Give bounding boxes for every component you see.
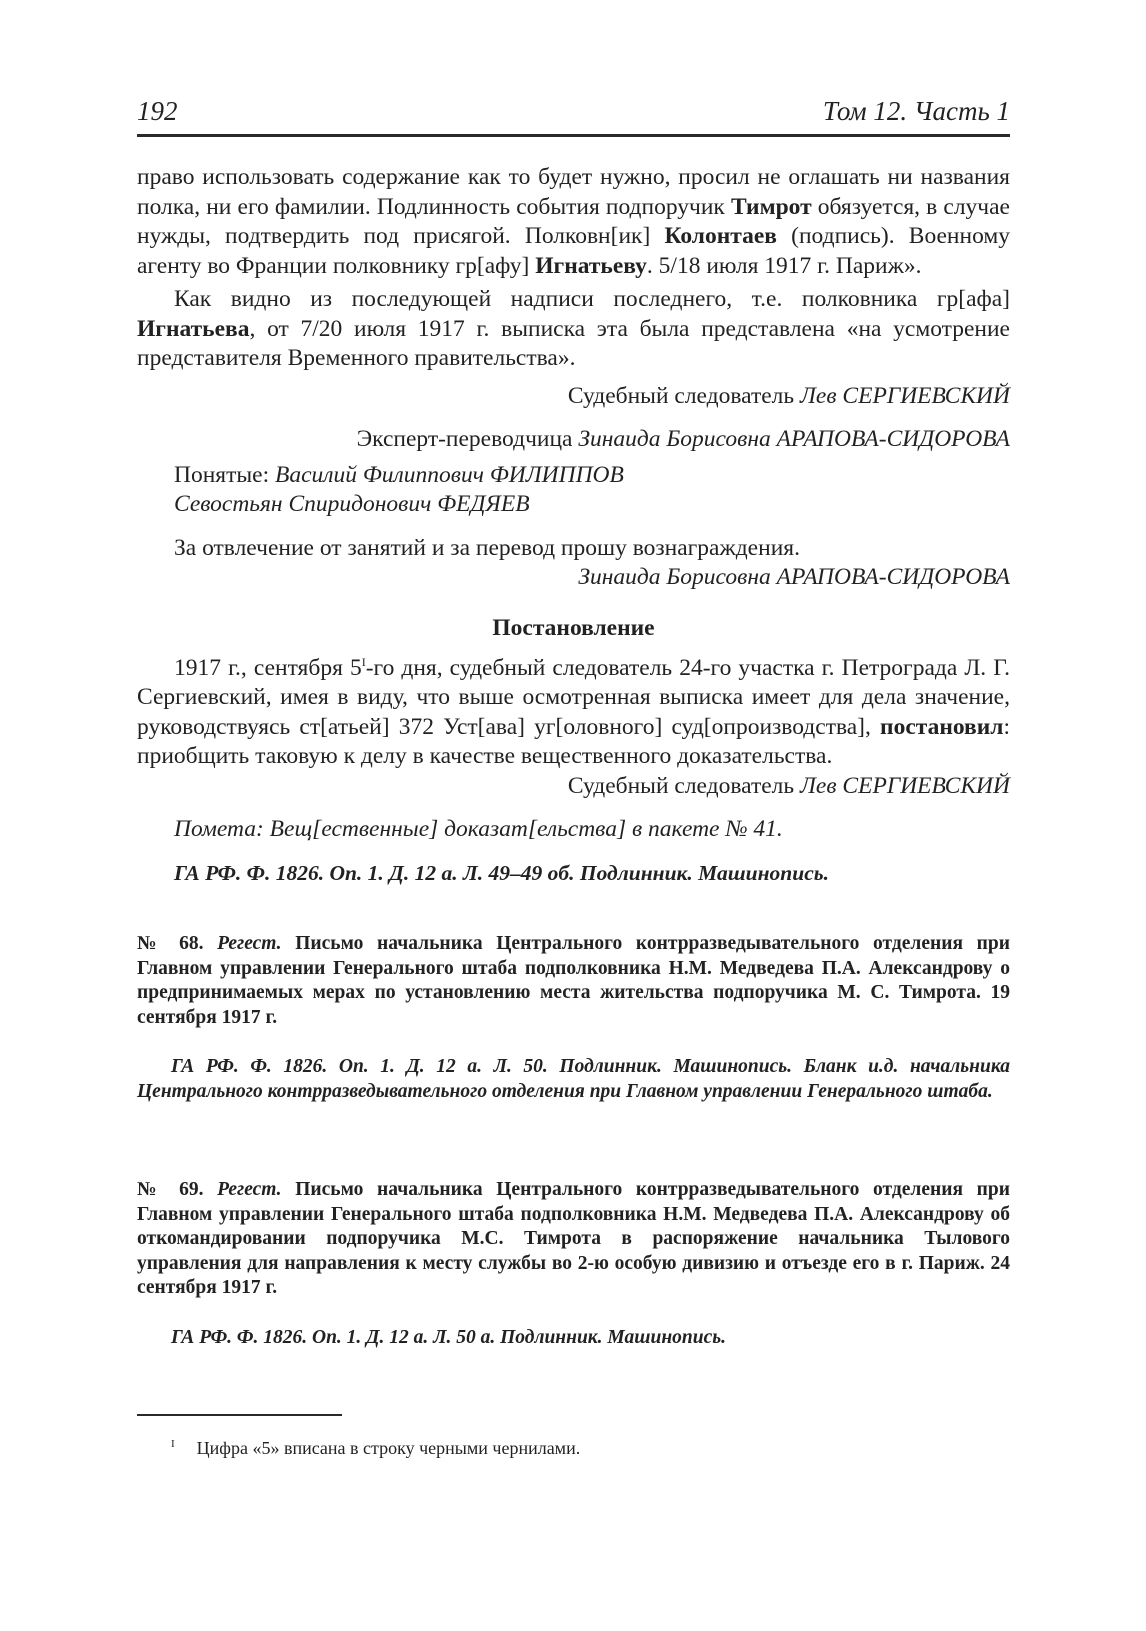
- document-number: № 69.: [137, 1179, 218, 1200]
- text-run: : приобщить таковую к делу в качестве вещественного доказательства.: [137, 713, 1010, 769]
- bold-verb: постановил: [880, 713, 1004, 740]
- evidence-note: Помета: Вещ[ественные] доказат[ельства] в пакете № 41.: [174, 816, 783, 842]
- reward-request: За отвлечение от занятий и за перевод прошу вознаграждения.: [174, 534, 800, 561]
- signature-investigator: [137, 382, 1010, 412]
- text-run: обязуется, в случае нужды, подтвердить под присягой. Полковн[ик]: [137, 193, 1010, 249]
- signature-role: Судебный следователь: [567, 772, 801, 799]
- signature-translator: [137, 425, 1010, 455]
- regest-label: Регест.: [217, 933, 282, 954]
- regest-69: [137, 1178, 1010, 1301]
- text-run: Как видно из последующей надписи последнего, т.е. полковника гр[афа]: [174, 286, 1010, 312]
- signature-name: Лев СЕРГИЕВСКИЙ: [800, 382, 1010, 409]
- signature-name: Зинаида Борисовна АРАПОВА-СИДОРОВА: [578, 426, 1010, 452]
- regest-text: Письмо начальника Центрального контрразведывательного отделения при Главном управлении Генерального штаба подполковника Н.М. Медведева П.А. Александрову об откомандировании подпоручика М.С. Тимрота в распоряжение начальника Тылового управления для направления к месту службы во 2-ю особую дивизию и отъезде его в г. Париж. 24 сентября 1917 г.: [137, 1179, 1010, 1298]
- text-run: -го дня, судебный следователь 24-го участка г. Петрограда Л. Г. Сергиевский, имея в виду, что выше осмотренная выписка имеет для дела значение, руководствуясь ст[атьей] 372 Уст[ава] уг[оловного] суд[опроизводства],: [137, 654, 1011, 740]
- signature-name: Лев СЕРГИЕВСКИЙ: [800, 772, 1010, 799]
- signature-translator-2: Зинаида Борисовна АРАПОВА-СИДОРОВА: [578, 564, 1010, 590]
- footnote-rule: [137, 1414, 342, 1416]
- signature-role: Эксперт-переводчица: [356, 426, 579, 452]
- document-number: № 68.: [137, 933, 218, 954]
- text-run: (подпись). Военному агенту во Франции полковнику гр[афу]: [137, 223, 1010, 279]
- witness-name: Василий Филиппович ФИЛИППОВ: [275, 461, 624, 488]
- text-run: . 5/18 июля 1917 г. Париж».: [646, 252, 922, 279]
- witnesses: [174, 461, 1010, 520]
- bold-name: Игнатьева: [137, 315, 250, 342]
- decree-title: Постановление: [492, 614, 655, 641]
- document-69: [137, 1178, 1010, 1350]
- signature-role: Судебный следователь: [567, 382, 801, 409]
- paragraph-decree: [137, 648, 1010, 772]
- text-run: 1917 г., сентября 5: [174, 654, 362, 681]
- document-68: [137, 932, 1010, 1104]
- regest-label: Регест.: [217, 1179, 282, 1200]
- footnote-marker: I: [171, 1438, 175, 1450]
- paragraph-1: [137, 163, 1010, 281]
- running-title: Том 12. Часть 1: [822, 96, 1010, 126]
- regest-68: [137, 932, 1010, 1030]
- paragraph-2: [137, 285, 1010, 374]
- regest-text: Письмо начальника Центрального контрразведывательного отделения при Главном управлении Генерального штаба подполковника Н.М. Медведева П.А. Александрову о предпринимаемых мерах по установлению места жительства подпоручика М. С. Тимрота. 19 сентября 1917 г.: [137, 933, 1010, 1028]
- page-number: 192: [137, 96, 178, 126]
- footnote-mark: I: [361, 654, 366, 669]
- signature-investigator-2: [137, 772, 1010, 802]
- bold-name: Колонтаев: [664, 223, 777, 249]
- bold-name: Тимрот: [730, 193, 812, 220]
- footnote-text: Цифра «5» вписана в строку черными чернилами.: [196, 1438, 581, 1458]
- main-text: [137, 163, 1010, 888]
- text-run: право использовать содержание как то будет нужно, просил не оглашать ни названия полка, ни его фамилии. Подлинность события подпоручик: [137, 164, 1010, 220]
- text-run: , от 7/20 июля 1917 г. выписка эта была представлена «на усмотрение представителя Временного правительства».: [137, 315, 1010, 371]
- witness-2: Севостьян Спиридонович ФЕДЯЕВ: [174, 491, 530, 517]
- bold-name: Игнатьеву: [535, 252, 647, 279]
- witnesses-label: Понятые:: [174, 461, 275, 488]
- footnote: [171, 1438, 580, 1459]
- archive-reference-68: ГА РФ. Ф. 1826. Оп. 1. Д. 12 а. Л. 50. Подлинник. Машинопись. Бланк и.д. начальника Центрального контрразведывательного отделения при Главном управлении Генерального штаба.: [137, 1056, 1010, 1102]
- archive-reference-67: ГА РФ. Ф. 1826. Оп. 1. Д. 12 а. Л. 49–49 об. Подлинник. Машинопись.: [174, 860, 829, 885]
- archive-reference-69: ГА РФ. Ф. 1826. Оп. 1. Д. 12 а. Л. 50 а. Подлинник. Машинопись.: [171, 1326, 727, 1348]
- witness-1: [174, 461, 1010, 491]
- page-header: [137, 88, 1010, 137]
